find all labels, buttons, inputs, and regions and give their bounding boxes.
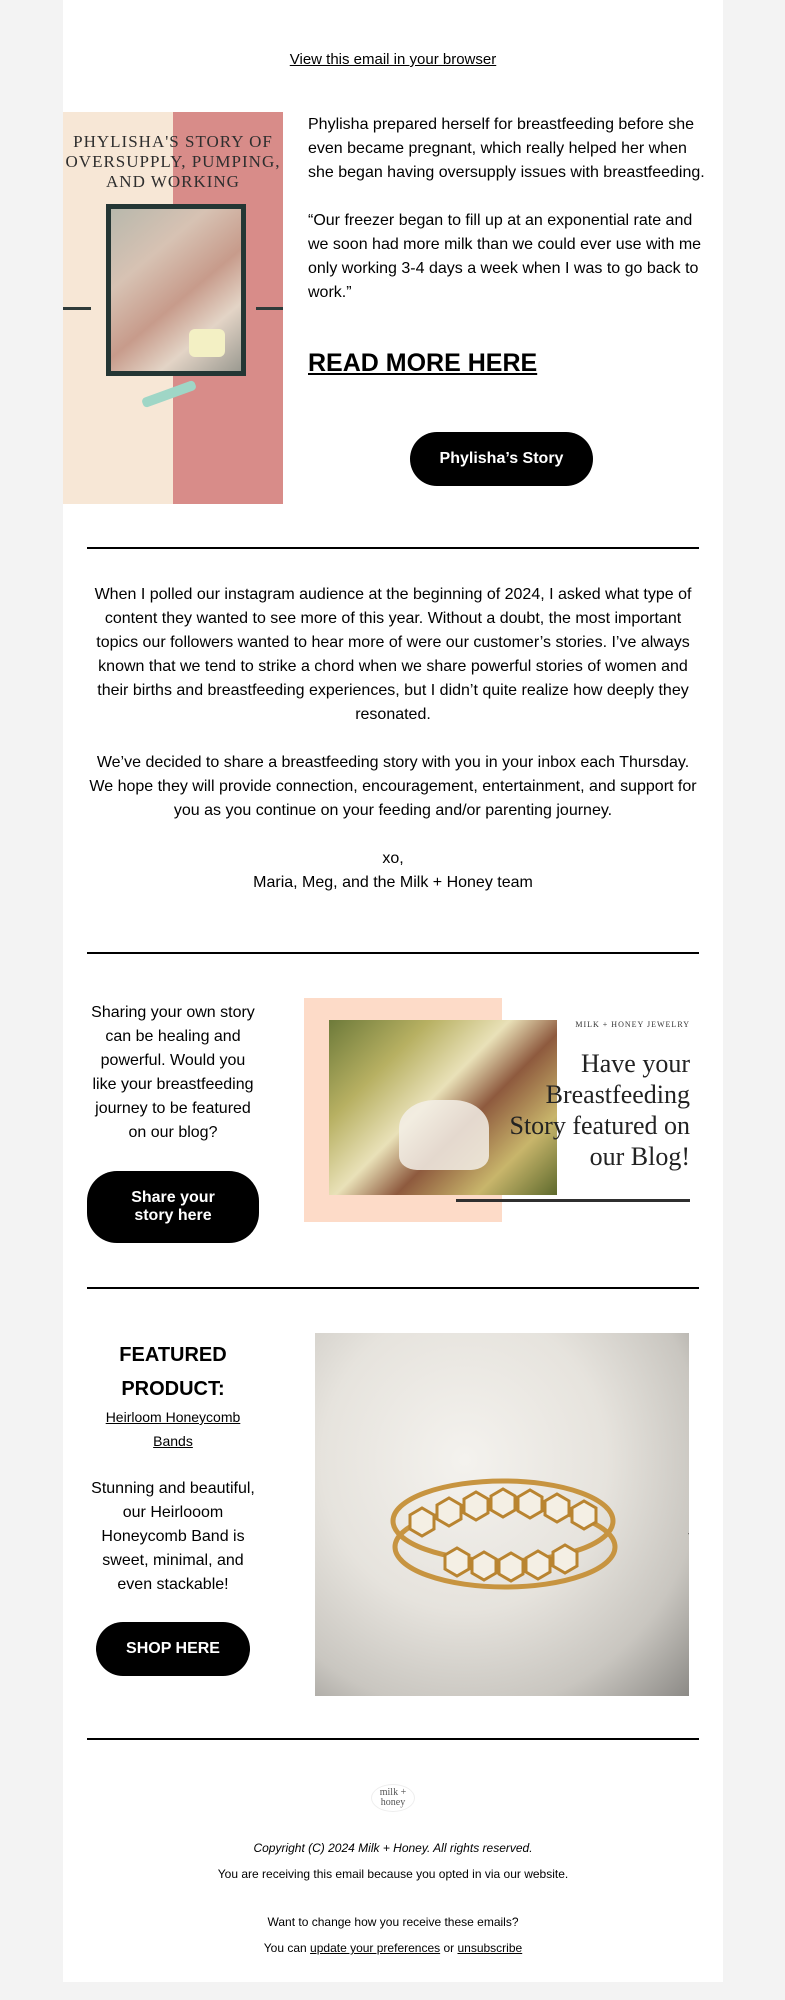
honeycomb-ring-photo[interactable] [315,1333,689,1696]
product-link[interactable]: Heirloom Honeycomb Bands [105,1409,241,1449]
change-text: Want to change how you receive these emails? [267,1915,519,1929]
intro-paragraph-2: We’ve decided to share a breastfeeding story with you in your inbox each Thursday. We hope they will provide connection, encouragement, entertainment, and support for you as you continue on your feeding and/or parenting journey. [89,754,697,819]
blog-feature-image[interactable] [304,998,700,1222]
preferences-line [63,1941,723,1955]
unsubscribe-link[interactable]: unsubscribe [457,1941,523,1955]
product-description: Stunning and beautiful, our Heirlooom Honeycomb Band is sweet, minimal, and even stackable! [91,1480,255,1593]
signoff: xo, [382,850,404,867]
intro-section [87,583,699,895]
update-preferences-link[interactable]: update your preferences [310,1941,441,1955]
blog-image-underline [456,1199,690,1202]
view-in-browser-link[interactable]: View this email in your browser [289,51,497,68]
signature: Maria, Meg, and the Milk + Honey team [253,874,533,891]
newborn-photo [106,204,246,376]
read-more-link[interactable]: READ MORE HERE [308,349,538,377]
blog-image-heading: Have your Breastfeeding Story featured on our Blog! [509,1049,690,1171]
hero-image-title: PHYLISHA'S STORY OF OVERSUPPLY, PUMPING, AND WORKING [65,132,281,191]
logo-text: milk + honey [371,1784,415,1812]
featured-product-title: FEATURED PRODUCT: [119,1344,227,1400]
intro-paragraph-1: When I polled our instagram audience at the beginning of 2024, I asked what type of content they wanted to see more of this year. Without a doubt, the most important topics our followers wanted to hear more of were our customer’s stories. I’ve always known that we tend to strike a chord when we share powerful stories of women and their births and breastfeeding experiences, but I didn’t quite realize how deeply they resonated. [94,586,692,723]
prefs-or: or [440,1941,458,1955]
share-story-button[interactable] [87,1171,259,1243]
share-story-text: Sharing your own story can be healing and powerful. Would you like your breastfeeding journey to be featured on our blog? [91,1004,255,1141]
share-story-button-label: Share your story here [131,1189,215,1224]
divider-3 [87,1287,699,1289]
milk-honey-logo[interactable] [63,1784,723,1812]
diaper [189,329,225,357]
copyright-text: Copyright (C) 2024 Milk + Honey. All rights reserved. [253,1841,533,1855]
divider-2 [87,952,699,954]
hero-divider-right [256,307,283,310]
prefs-prefix: You can [263,1941,311,1955]
story-summary [308,113,708,329]
story-quote: “Our freezer began to fill up at an exponential rate and we soon had more milk than we could ever use with me only working 3-4 days a week when I was to go back to work.” [308,212,702,301]
phylisha-story-image[interactable] [63,112,283,504]
honeycomb-rings [315,1333,689,1696]
dress-shape [399,1100,489,1170]
phylisha-story-button[interactable]: Phylisha’s Story [410,432,593,486]
divider-4 [87,1738,699,1740]
divider-1 [87,547,699,549]
shop-here-button[interactable]: SHOP HERE [96,1622,250,1676]
blog-image-brand: MILK + HONEY JEWELRY [575,1020,690,1029]
hero-divider-left [63,307,91,310]
receiving-text: You are receiving this email because you opted in via our website. [217,1867,569,1881]
story-paragraph-1: Phylisha prepared herself for breastfeeding before she even became pregnant, which really helped her when she began having oversupply issues with breastfeeding. [308,116,705,181]
email-container [63,0,723,1982]
